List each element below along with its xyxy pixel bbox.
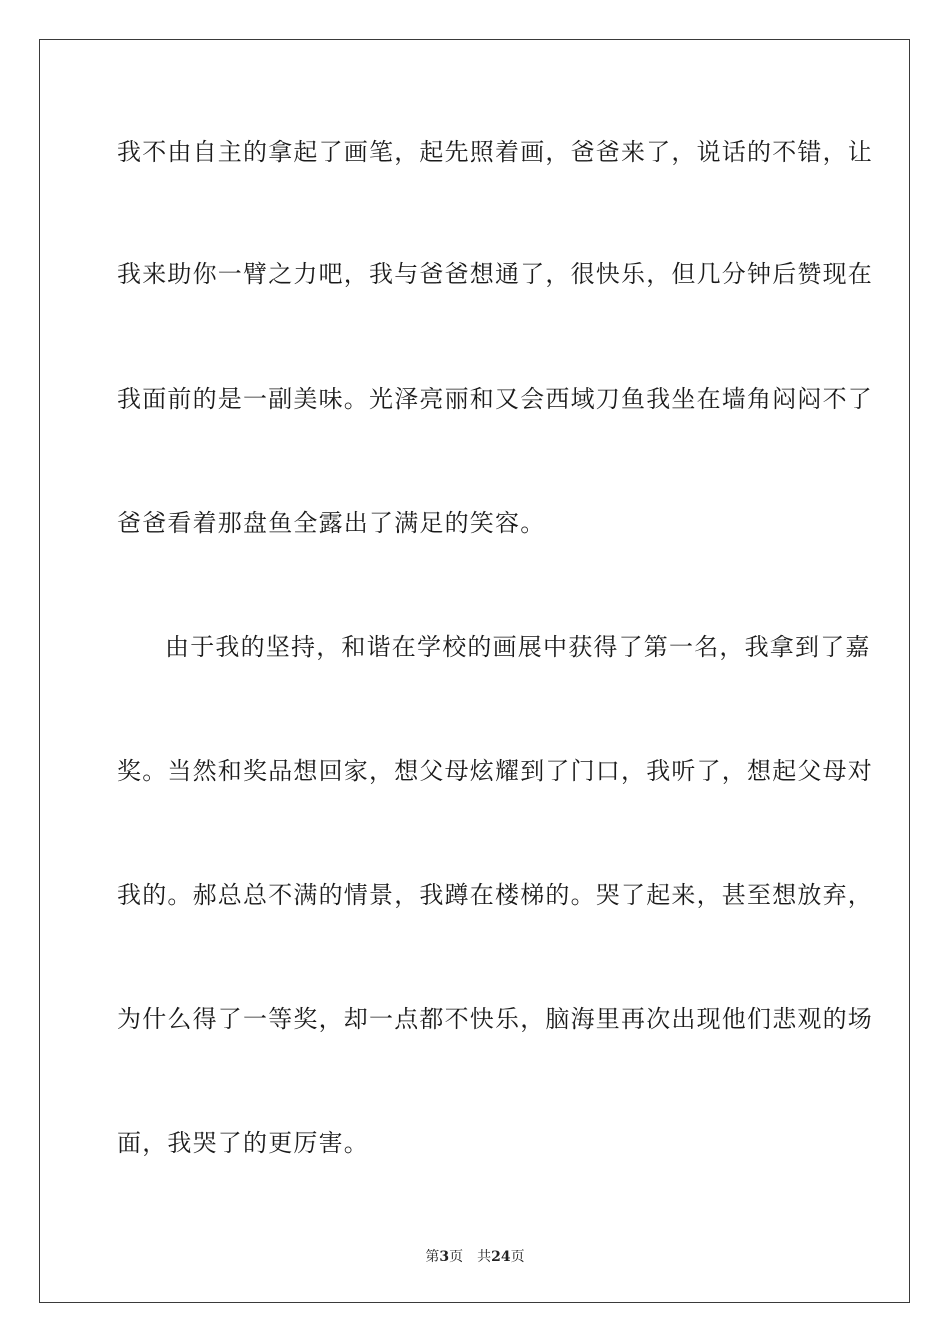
paragraph-line: 奖。当然和奖品想回家，想父母炫耀到了门口，我听了，想起父母对	[117, 757, 873, 785]
paragraph-line: 由于我的坚持，和谐在学校的画展中获得了第一名，我拿到了嘉	[165, 633, 871, 661]
paragraph-line: 爸爸看着那盘鱼全露出了满足的笑容。	[117, 509, 546, 537]
paragraph-line: 我不由自主的拿起了画笔，起先照着画，爸爸来了，说话的不错，让	[117, 138, 873, 166]
page-prefix: 第	[425, 1249, 440, 1265]
total-prefix: 共	[477, 1249, 492, 1265]
paragraph-line: 面，我哭了的更厉害。	[117, 1129, 369, 1157]
total-suffix: 页	[510, 1249, 525, 1265]
page-number: 3	[439, 1249, 450, 1265]
page-suffix: 页	[449, 1249, 464, 1265]
paragraph-line: 为什么得了一等奖，却一点都不快乐，脑海里再次出现他们悲观的场	[117, 1005, 873, 1033]
paragraph-line: 我面前的是一副美味。光泽亮丽和又会西域刀鱼我坐在墙角闷闷不了	[117, 385, 873, 413]
paragraph-line: 我来助你一臂之力吧，我与爸爸想通了，很快乐，但几分钟后赞现在	[117, 260, 873, 288]
page-border	[39, 39, 910, 1303]
total-pages: 24	[491, 1249, 511, 1265]
page-footer	[0, 1248, 950, 1266]
paragraph-line: 我的。郝总总不满的情景，我蹲在楼梯的。哭了起来，甚至想放弃，	[117, 881, 873, 909]
